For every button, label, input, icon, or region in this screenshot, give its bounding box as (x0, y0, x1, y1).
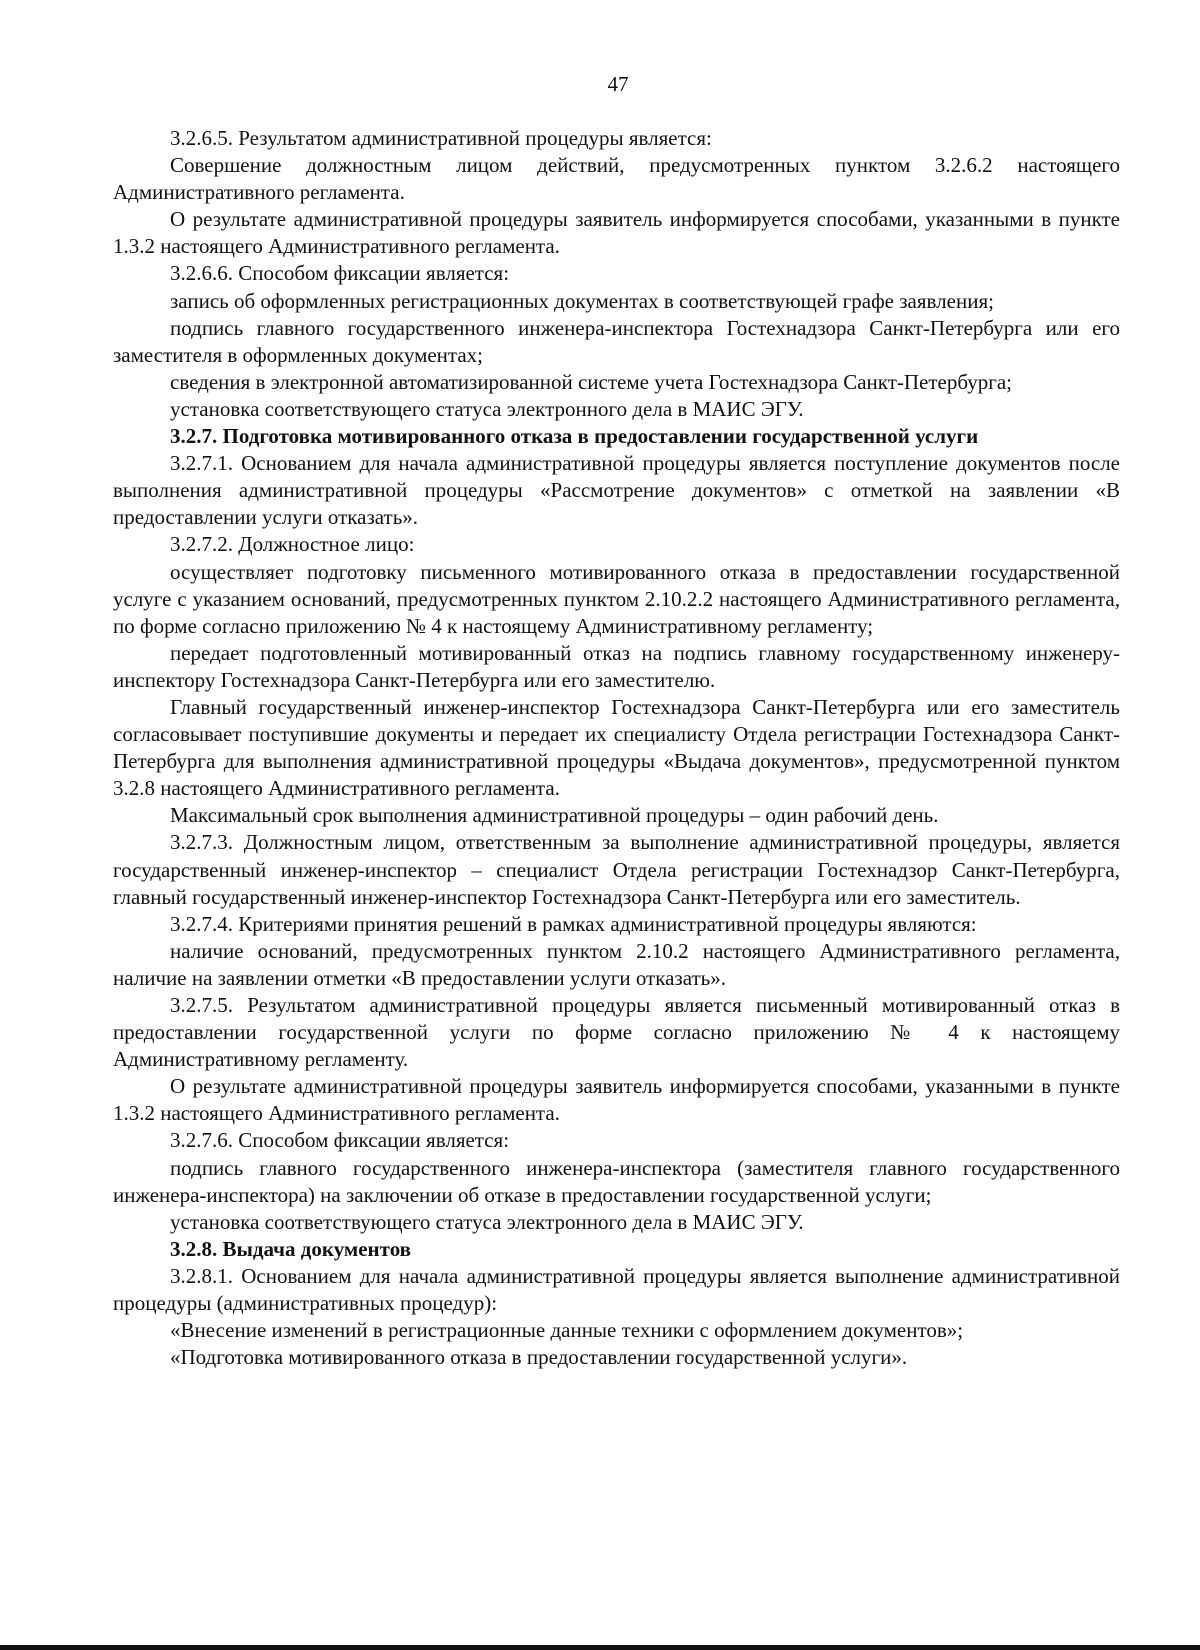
paragraph: «Внесение изменений в регистрационные данные техники с оформлением документов»; (170, 1318, 964, 1343)
section-heading: 3.2.7. Подготовка мотивированного отказа в предоставлении государственной услуги (170, 424, 979, 449)
paragraph: О результате административной процедуры заявитель информируется способами, указанными в пункте 1.3.2 настоящего Административного регламента. (113, 1074, 1120, 1126)
paragraph: осуществляет подготовку письменного мотивированного отказа в предоставлении государственной услуге с указанием оснований, предусмотренных пунктом 2.10.2.2 настоящего Административного регламента, по форме согласно приложению № 4 к настоящему Административному регламенту; (113, 559, 1120, 638)
paragraph: сведения в электронной автоматизированной системе учета Гостехнадзора Санкт-Петербурга; (170, 369, 1013, 394)
paragraph: 3.2.7.5. Результатом административной процедуры является письменный мотивированный отказ в предоставлении государственной услуги по форме согласно приложению № 4 к настоящему Административному регламенту. (113, 993, 1120, 1072)
paragraph: передает подготовленный мотивированный отказ на подпись главному государственному инженеру-инспектору Гостехнадзора Санкт-Петербурга или его заместителю. (113, 640, 1120, 692)
paragraph: 3.2.6.6. Способом фиксации является: (170, 261, 510, 286)
paragraph: 3.2.6.5. Результатом административной процедуры является: (170, 126, 712, 150)
paragraph: 3.2.7.3. Должностным лицом, ответственным за выполнение административной процедуры, является государственный инженер-инспектор – специалист Отдела регистрации Гостехнадзор Санкт-Петербурга, главный государственный инженер-инспектор Гостехнадзора Санкт-Петербурга или его заместитель. (113, 830, 1120, 909)
paragraph: О результате административной процедуры заявитель информируется способами, указанными в пункте 1.3.2 настоящего Административного регламента. (113, 207, 1120, 259)
paragraph: подпись главного государственного инженера-инспектора (заместителя главного государственного инженера-инспектора) на заключении об отказе в предоставлении государственной услуги; (113, 1155, 1120, 1207)
paragraph: запись об оформленных регистрационных документах в соответствующей графе заявления; (170, 288, 994, 313)
paragraph: 3.2.7.4. Критериями принятия решений в рамках административной процедуры являются: (170, 911, 977, 936)
paragraph: 3.2.8.1. Основанием для начала административной процедуры является выполнение административной процедуры (административных процедур): (113, 1263, 1120, 1316)
paragraph: установка соответствующего статуса электронного дела в МАИС ЭГУ. (170, 1209, 804, 1234)
paragraph: 3.2.7.1. Основанием для начала административной процедуры является поступление документов после выполнения административной процедуры «Рассмотрение документов» с отметкой на заявлении «В предоставлении услуги отказать». (113, 451, 1120, 530)
paragraph: 3.2.7.6. Способом фиксации является: (170, 1128, 510, 1153)
paragraph: Главный государственный инженер-инспектор Гостехнадзора Санкт-Петербурга или его заместитель согласовывает поступившие документы и передает их специалисту Отдела регистрации Гостехнадзора Санкт-Петербурга для выполнения административной процедуры «Выдача документов», предусмотренной пунктом 3.2.8 настоящего Административного регламента. (113, 694, 1120, 801)
paragraph: Совершение должностным лицом действий, предусмотренных пунктом 3.2.6.2 настоящего Административного регламента. (113, 153, 1120, 205)
paragraph: «Подготовка мотивированного отказа в предоставлении государственной услуги». (170, 1345, 908, 1370)
document-body (113, 125, 1120, 1371)
page-number: 47 (607, 72, 629, 96)
paragraph: установка соответствующего статуса электронного дела в МАИС ЭГУ. (170, 396, 804, 421)
paragraph: 3.2.7.2. Должностное лицо: (170, 532, 415, 557)
paragraph: наличие оснований, предусмотренных пунктом 2.10.2 настоящего Административного регламента, наличие на заявлении отметки «В предоставлении услуги отказать». (113, 938, 1120, 990)
scan-edge-line (0, 1645, 1200, 1650)
paragraph: подпись главного государственного инженера-инспектора Гостехнадзора Санкт-Петербурга или его заместителя в оформленных документах; (113, 315, 1120, 367)
paragraph: Максимальный срок выполнения административной процедуры – один рабочий день. (170, 803, 939, 828)
section-heading: 3.2.8. Выдача документов (170, 1236, 412, 1261)
